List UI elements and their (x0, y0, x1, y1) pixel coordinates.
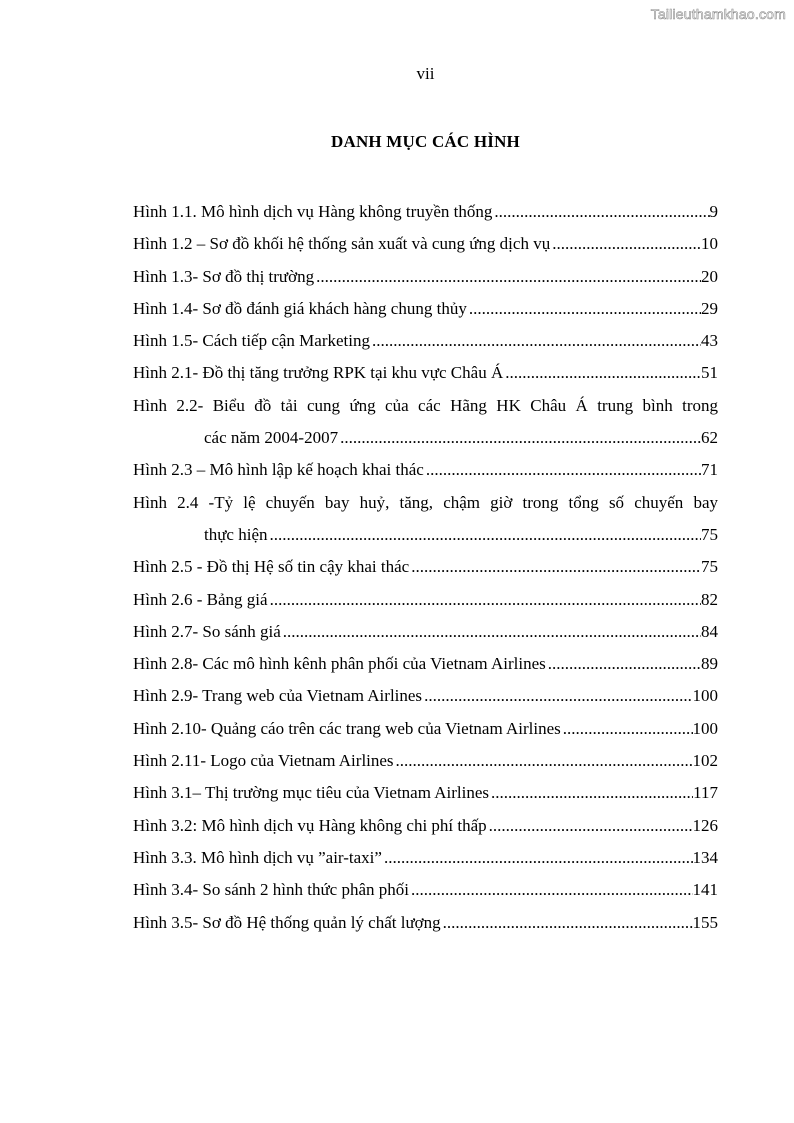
leader-dots (487, 810, 693, 842)
toc-entry-page: 75 (701, 524, 718, 544)
toc-entry-page: 82 (701, 589, 718, 609)
toc-entry-page: 89 (701, 654, 718, 674)
toc-entry (133, 325, 718, 357)
toc-entry (133, 907, 718, 939)
leader-dots (424, 454, 701, 486)
leader-dots (338, 422, 701, 454)
toc-entry-page: 141 (692, 880, 718, 900)
leader-dots (489, 777, 693, 809)
toc-entry (133, 261, 718, 293)
leader-dots (422, 680, 692, 712)
leader-dots (268, 519, 701, 551)
toc-entry-label: Hình 2.3 – Mô hình lập kế hoạch khai thác (133, 460, 424, 480)
toc-entry-continuation (133, 519, 718, 551)
watermark-text: Tailieuthamkhao.com (650, 6, 786, 22)
toc-entry (133, 777, 718, 809)
figure-list (133, 196, 718, 939)
leader-dots (546, 648, 701, 680)
leader-dots (492, 196, 709, 228)
toc-entry-label: Hình 3.2: Mô hình dịch vụ Hàng không chi phí thấp (133, 815, 487, 835)
leader-dots (441, 907, 693, 939)
leader-dots (370, 325, 701, 357)
leader-dots (394, 745, 693, 777)
toc-entry-label: Hình 2.2- Biểu đồ tải cung ứng của các Hãng HK Châu Á trung bình trong (133, 395, 718, 415)
toc-entry-label: Hình 3.3. Mô hình dịch vụ ”air-taxi” (133, 847, 382, 867)
toc-entry (133, 551, 718, 583)
toc-entry-label: Hình 3.1– Thị trường mục tiêu của Vietnam Airlines (133, 783, 490, 803)
toc-entry (133, 874, 718, 906)
leader-dots (268, 584, 701, 616)
leader-dots (503, 357, 701, 389)
toc-entry (133, 713, 718, 745)
leader-dots (409, 874, 692, 906)
toc-entry-page: 126 (692, 815, 718, 835)
toc-entry-page: 100 (692, 718, 718, 738)
toc-entry-page: 71 (701, 460, 718, 480)
toc-entry-label: Hình 2.8- Các mô hình kênh phân phối của Vietnam Airlines (133, 654, 546, 674)
toc-entry-label: Hình 1.2 – Sơ đồ khối hệ thống sản xuất và cung ứng dịch vụ (133, 234, 551, 254)
toc-entry (133, 745, 718, 777)
leader-dots (314, 261, 701, 293)
toc-entry-label: Hình 2.7- So sánh giá (133, 621, 281, 641)
toc-entry-page: 117 (693, 783, 718, 803)
toc-entry-page: 43 (701, 331, 718, 351)
toc-entry-page: 155 (692, 912, 718, 932)
toc-entry-label: Hình 2.5 - Đồ thị Hệ số tin cậy khai thác (133, 557, 410, 577)
toc-entry (133, 616, 718, 648)
toc-entry-page: 10 (701, 234, 718, 254)
toc-entry (133, 842, 718, 874)
toc-entry-label: Hình 1.3- Sơ đồ thị trường (133, 266, 315, 286)
leader-dots (561, 713, 693, 745)
toc-entry-label: Hình 2.4 -Tỷ lệ chuyến bay huỷ, tăng, chậm giờ trong tổng số chuyến bay (133, 492, 718, 512)
toc-entry (133, 487, 718, 552)
toc-entry (133, 648, 718, 680)
toc-entry-label: Hình 3.4- So sánh 2 hình thức phân phối (133, 880, 410, 900)
toc-entry-label: Hình 2.11- Logo của Vietnam Airlines (133, 751, 394, 771)
toc-entry-page: 29 (701, 298, 718, 318)
toc-entry-page: 20 (701, 266, 718, 286)
toc-entry-page: 134 (692, 847, 718, 867)
toc-entry-label: Hình 2.10- Quảng cáo trên các trang web của Vietnam Airlines (133, 718, 561, 738)
leader-dots (382, 842, 693, 874)
page-number: vii (416, 64, 435, 83)
toc-entry (133, 390, 718, 455)
leader-dots (281, 616, 701, 648)
toc-entry-label-cont: thực hiện (204, 524, 268, 544)
toc-entry (133, 357, 718, 389)
toc-entry-label: Hình 2.1- Đồ thị tăng trưởng RPK tại khu vực Châu Á (133, 363, 504, 383)
toc-entry-label: Hình 2.6 - Bảng giá (133, 589, 268, 609)
toc-entry-label: Hình 1.5- Cách tiếp cận Marketing (133, 331, 370, 351)
toc-entry-page: 100 (692, 686, 718, 706)
toc-entry (133, 680, 718, 712)
toc-entry (133, 293, 718, 325)
toc-entry-page: 75 (701, 557, 718, 577)
toc-entry-page: 9 (709, 202, 718, 221)
toc-entry-label: Hình 1.4- Sơ đồ đánh giá khách hàng chung thủy (133, 298, 467, 318)
toc-entry-page: 102 (692, 751, 718, 771)
leader-dots (409, 551, 701, 583)
leader-dots (550, 228, 701, 260)
toc-entry (133, 810, 718, 842)
toc-entry (133, 584, 718, 616)
toc-entry-page: 62 (701, 428, 718, 448)
toc-entry (133, 454, 718, 486)
toc-entry-label: Hình 1.1. Mô hình dịch vụ Hàng không truyền thống (133, 202, 493, 221)
toc-entry (133, 196, 718, 228)
leader-dots (467, 293, 701, 325)
toc-entry-label-cont: các năm 2004-2007 (204, 428, 339, 448)
toc-entry-continuation (133, 422, 718, 454)
toc-entry-label: Hình 2.9- Trang web của Vietnam Airlines (133, 686, 423, 706)
toc-entry (133, 228, 718, 260)
toc-entry-page: 84 (701, 621, 718, 641)
toc-entry-page: 51 (701, 363, 718, 383)
page-title: DANH MỤC CÁC HÌNH (331, 132, 520, 151)
toc-entry-label: Hình 3.5- Sơ đồ Hệ thống quản lý chất lượng (133, 912, 441, 932)
